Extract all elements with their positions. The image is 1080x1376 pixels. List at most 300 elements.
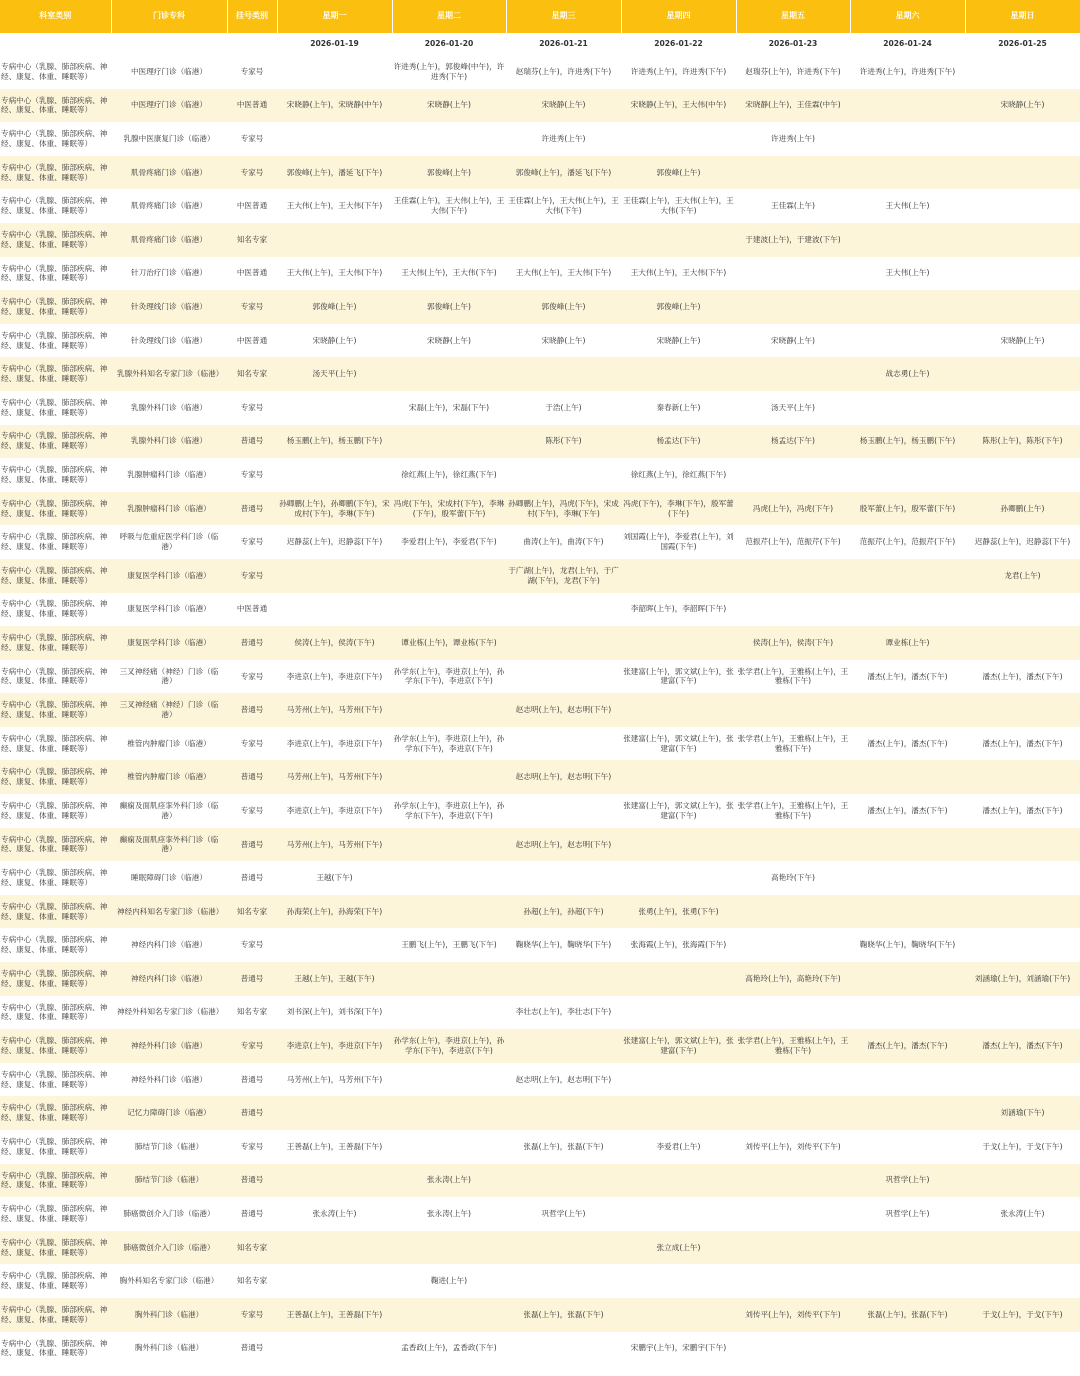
schedule-cell: 李进京(上午)，李进京(下午)	[277, 794, 392, 828]
schedule-cell: 徐红燕(上午)，徐红燕(下午)	[621, 458, 736, 492]
reg-type-cell: 专家号	[227, 794, 277, 828]
clinic-cell: 神经内科门诊（临港）	[111, 928, 227, 962]
clinic-cell: 神经外科知名专家门诊（临港）	[111, 996, 227, 1030]
schedule-cell: 李进京(上午)，李进京(下午)	[277, 727, 392, 761]
schedule-cell: 刘书深(上午)，刘书深(下午)	[277, 996, 392, 1030]
table-row	[0, 492, 1080, 526]
date-saturday: 2026-01-24	[850, 33, 965, 55]
schedule-cell	[621, 223, 736, 257]
schedule-cell: 战志勇(上午)	[850, 357, 965, 391]
table-row	[0, 1164, 1080, 1198]
clinic-cell: 记忆力障碍门诊（临港）	[111, 1096, 227, 1130]
schedule-cell: 马芳州(上午)，马芳州(下午)	[277, 828, 392, 862]
reg-type-cell: 专家号	[227, 1298, 277, 1332]
reg-type-cell: 中医普通	[227, 324, 277, 358]
table-row	[0, 828, 1080, 862]
reg-type-cell: 普通号	[227, 492, 277, 526]
schedule-cell	[850, 895, 965, 929]
table-row	[0, 156, 1080, 190]
schedule-cell	[965, 760, 1080, 794]
schedule-cell	[736, 156, 850, 190]
schedule-cell: 李爱君(上午)	[621, 1130, 736, 1164]
table-row	[0, 660, 1080, 694]
clinic-cell: 肺结节门诊（临港）	[111, 1164, 227, 1198]
schedule-cell	[736, 1164, 850, 1198]
schedule-cell	[621, 626, 736, 660]
schedule-cell: 刘涵瑜(下午)	[965, 1096, 1080, 1130]
schedule-cell: 潘杰(上午)，潘杰(下午)	[965, 660, 1080, 694]
schedule-cell	[850, 89, 965, 123]
schedule-cell: 冯虎(上午)，冯虎(下午)	[736, 492, 850, 526]
dept-cell: 专病中心（乳腺、肺部疾病、神经、康复、体重、睡眠等）	[0, 760, 111, 794]
schedule-cell: 王善磊(上午)，王善磊(下午)	[277, 1298, 392, 1332]
dept-cell: 专病中心（乳腺、肺部疾病、神经、康复、体重、睡眠等）	[0, 861, 111, 895]
schedule-cell: 李进京(上午)，李进京(下午)	[277, 660, 392, 694]
table-row	[0, 189, 1080, 223]
col-header-sunday: 星期日	[965, 0, 1080, 33]
schedule-cell: 宋晓静(上午)	[277, 324, 392, 358]
schedule-cell	[506, 727, 621, 761]
dept-cell: 专病中心（乳腺、肺部疾病、神经、康复、体重、睡眠等）	[0, 1164, 111, 1198]
clinic-cell: 康复医学科门诊（临港）	[111, 593, 227, 627]
schedule-cell: 潘杰(上午)，潘杰(下午)	[965, 1029, 1080, 1063]
table-row	[0, 1298, 1080, 1332]
col-header-type: 挂号类别	[227, 0, 277, 33]
schedule-cell	[392, 425, 506, 459]
schedule-cell: 王大伟(上午)，王大伟(下午)	[621, 257, 736, 291]
schedule-cell	[621, 962, 736, 996]
schedule-cell: 郭俊峰(上午)，潘延飞(下午)	[506, 156, 621, 190]
table-row	[0, 626, 1080, 660]
reg-type-cell: 普通号	[227, 962, 277, 996]
schedule-cell: 赵志明(上午)，赵志明(下午)	[506, 693, 621, 727]
schedule-cell: 曲涛(上午)，曲涛(下午)	[506, 525, 621, 559]
clinic-cell: 呼吸与危重症医学科门诊（临港）	[111, 525, 227, 559]
schedule-cell	[506, 1264, 621, 1298]
schedule-cell	[736, 458, 850, 492]
dept-cell: 专病中心（乳腺、肺部疾病、神经、康复、体重、睡眠等）	[0, 391, 111, 425]
dept-cell: 专病中心（乳腺、肺部疾病、神经、康复、体重、睡眠等）	[0, 928, 111, 962]
schedule-cell	[506, 962, 621, 996]
schedule-cell	[392, 962, 506, 996]
schedule-cell: 秦春新(上午)	[621, 391, 736, 425]
schedule-cell	[850, 156, 965, 190]
dept-cell: 专病中心（乳腺、肺部疾病、神经、康复、体重、睡眠等）	[0, 828, 111, 862]
schedule-cell: 谭业栋(上午)	[850, 626, 965, 660]
schedule-cell	[506, 458, 621, 492]
schedule-cell	[621, 122, 736, 156]
schedule-cell: 刘传平(上午)，刘传平(下午)	[736, 1130, 850, 1164]
schedule-cell: 潘杰(上午)，潘杰(下午)	[965, 727, 1080, 761]
reg-type-cell: 专家号	[227, 559, 277, 593]
table-row	[0, 895, 1080, 929]
col-header-friday: 星期五	[736, 0, 850, 33]
clinic-cell: 乳腺肿瘤科门诊（临港）	[111, 492, 227, 526]
schedule-cell: 马芳州(上午)，马芳州(下午)	[277, 1063, 392, 1097]
schedule-cell: 李壮志(上午)，李壮志(下午)	[506, 996, 621, 1030]
table-row	[0, 1063, 1080, 1097]
schedule-cell	[621, 760, 736, 794]
schedule-cell: 宋晓静(上午)，王大伟(中午)	[621, 89, 736, 123]
schedule-cell	[850, 962, 965, 996]
schedule-cell: 张永涛(上午)	[965, 1197, 1080, 1231]
schedule-cell	[621, 828, 736, 862]
schedule-cell: 侯涛(上午)，侯涛(下午)	[736, 626, 850, 660]
dept-cell: 专病中心（乳腺、肺部疾病、神经、康复、体重、睡眠等）	[0, 357, 111, 391]
schedule-cell: 王越(下午)	[277, 861, 392, 895]
clinic-cell: 神经内科知名专家门诊（临港）	[111, 895, 227, 929]
schedule-cell: 范振芹(上午)，范振芹(下午)	[850, 525, 965, 559]
clinic-cell: 针灸理线门诊（临港）	[111, 290, 227, 324]
table-row	[0, 1332, 1080, 1366]
schedule-cell	[392, 1231, 506, 1265]
date-blank	[227, 33, 277, 55]
schedule-cell: 郭俊峰(上午)	[621, 290, 736, 324]
schedule-cell: 许进秀(上午)，许进秀(下午)	[621, 55, 736, 89]
dept-cell: 专病中心（乳腺、肺部疾病、神经、康复、体重、睡眠等）	[0, 693, 111, 727]
schedule-cell: 高艳玲(上午)，高艳玲(下午)	[736, 962, 850, 996]
schedule-cell: 赵志明(上午)，赵志明(下午)	[506, 760, 621, 794]
schedule-cell	[965, 189, 1080, 223]
date-blank	[111, 33, 227, 55]
schedule-cell	[621, 1096, 736, 1130]
schedule-cell: 鞠晓华(上午)，鞠晓华(下午)	[850, 928, 965, 962]
schedule-cell: 冯虎(下午)，李琳(下午)，殷军蕾(下午)	[621, 492, 736, 526]
schedule-cell: 徐红燕(上午)，徐红燕(下午)	[392, 458, 506, 492]
schedule-cell	[277, 593, 392, 627]
dept-cell: 专病中心（乳腺、肺部疾病、神经、康复、体重、睡眠等）	[0, 1063, 111, 1097]
reg-type-cell: 普通号	[227, 626, 277, 660]
schedule-cell: 孙卿鹏(上午)，冯虎(下午)，宋成村(下午)，李琳(下午)	[506, 492, 621, 526]
clinic-cell: 神经外科门诊（临港）	[111, 1029, 227, 1063]
schedule-cell	[277, 391, 392, 425]
schedule-cell: 许进秀(上午)	[506, 122, 621, 156]
schedule-cell	[277, 223, 392, 257]
clinic-cell: 癫痫及面肌痉挛外科门诊（临港）	[111, 794, 227, 828]
schedule-cell	[277, 1164, 392, 1198]
schedule-cell: 冯虎(下午)，宋成村(下午)，李琳(下午)，殷军蕾(下午)	[392, 492, 506, 526]
schedule-cell	[850, 1332, 965, 1366]
schedule-cell	[506, 626, 621, 660]
schedule-cell: 宋晓静(上午)	[392, 89, 506, 123]
schedule-cell: 宋晓静(上午)	[965, 89, 1080, 123]
schedule-cell: 张学君(上午)，王雅栋(上午)，王雅栋(下午)	[736, 727, 850, 761]
schedule-cell	[506, 1029, 621, 1063]
schedule-cell	[965, 1231, 1080, 1265]
reg-type-cell: 普通号	[227, 828, 277, 862]
schedule-cell	[277, 458, 392, 492]
schedule-cell: 宋晓静(上午)	[506, 89, 621, 123]
schedule-cell: 赵瑞芬(上午)，许进秀(下午)	[506, 55, 621, 89]
table-row	[0, 257, 1080, 291]
schedule-cell: 孙学东(上午)，李进京(上午)，孙学东(下午)，李进京(下午)	[392, 660, 506, 694]
schedule-cell	[850, 760, 965, 794]
dept-cell: 专病中心（乳腺、肺部疾病、神经、康复、体重、睡眠等）	[0, 525, 111, 559]
schedule-cell: 龙君(上午)	[965, 559, 1080, 593]
table-row	[0, 525, 1080, 559]
schedule-cell	[850, 996, 965, 1030]
dept-cell: 专病中心（乳腺、肺部疾病、神经、康复、体重、睡眠等）	[0, 55, 111, 89]
schedule-cell	[850, 458, 965, 492]
col-header-thursday: 星期四	[621, 0, 736, 33]
schedule-cell: 汤天平(上午)	[277, 357, 392, 391]
schedule-cell	[965, 996, 1080, 1030]
schedule-cell	[736, 828, 850, 862]
schedule-cell	[392, 861, 506, 895]
dept-cell: 专病中心（乳腺、肺部疾病、神经、康复、体重、睡眠等）	[0, 257, 111, 291]
schedule-cell	[621, 357, 736, 391]
schedule-cell	[621, 559, 736, 593]
schedule-cell: 王大伟(上午)，王大伟(下午)	[277, 257, 392, 291]
schedule-cell: 王大伟(上午)	[850, 257, 965, 291]
schedule-cell: 李韶晖(上午)，李韶晖(下午)	[621, 593, 736, 627]
clinic-cell: 乳腺外科门诊（临港）	[111, 391, 227, 425]
schedule-cell: 王佳霖(上午)	[736, 189, 850, 223]
dept-cell: 专病中心（乳腺、肺部疾病、神经、康复、体重、睡眠等）	[0, 660, 111, 694]
date-row	[0, 33, 1080, 55]
schedule-cell: 于建波(上午)，于建波(下午)	[736, 223, 850, 257]
dept-cell: 专病中心（乳腺、肺部疾病、神经、康复、体重、睡眠等）	[0, 1264, 111, 1298]
reg-type-cell: 专家号	[227, 1130, 277, 1164]
schedule-cell: 杨玉鹏(上午)，杨玉鹏(下午)	[277, 425, 392, 459]
schedule-cell	[736, 1063, 850, 1097]
table-row	[0, 593, 1080, 627]
schedule-cell	[965, 1063, 1080, 1097]
schedule-cell	[506, 794, 621, 828]
schedule-cell	[736, 1197, 850, 1231]
table-row	[0, 693, 1080, 727]
clinic-cell: 乳腺外科知名专家门诊（临港）	[111, 357, 227, 391]
clinic-cell: 肺结节门诊（临港）	[111, 1130, 227, 1164]
schedule-cell	[506, 861, 621, 895]
table-row	[0, 89, 1080, 123]
schedule-cell: 张勇(上午)，张勇(下午)	[621, 895, 736, 929]
reg-type-cell: 知名专家	[227, 1231, 277, 1265]
schedule-cell: 宋晓静(上午)	[736, 324, 850, 358]
schedule-cell	[277, 1096, 392, 1130]
reg-type-cell: 知名专家	[227, 1264, 277, 1298]
table-row	[0, 1264, 1080, 1298]
date-monday: 2026-01-19	[277, 33, 392, 55]
reg-type-cell: 中医普通	[227, 257, 277, 291]
schedule-cell	[621, 1164, 736, 1198]
schedule-cell	[736, 1231, 850, 1265]
schedule-cell	[850, 290, 965, 324]
clinic-cell: 乳腺中医康复门诊（临港）	[111, 122, 227, 156]
date-tuesday: 2026-01-20	[392, 33, 506, 55]
table-row	[0, 55, 1080, 89]
schedule-cell: 刘涵瑜(上午)，刘涵瑜(下午)	[965, 962, 1080, 996]
schedule-cell	[621, 996, 736, 1030]
schedule-cell: 张建富(上午)，郭文斌(上午)，张建富(下午)	[621, 794, 736, 828]
dept-cell: 专病中心（乳腺、肺部疾病、神经、康复、体重、睡眠等）	[0, 559, 111, 593]
schedule-cell	[392, 223, 506, 257]
table-row	[0, 223, 1080, 257]
schedule-cell	[392, 1298, 506, 1332]
reg-type-cell: 专家号	[227, 290, 277, 324]
schedule-cell	[850, 1264, 965, 1298]
schedule-cell: 王大伟(上午)，王大伟(下午)	[392, 257, 506, 291]
clinic-cell: 椎管内肿瘤门诊（临港）	[111, 727, 227, 761]
clinic-cell: 中医理疗门诊（临港）	[111, 89, 227, 123]
schedule-cell: 马芳州(上午)，马芳州(下午)	[277, 760, 392, 794]
schedule-cell: 张建富(上午)，郭文斌(上午)，张建富(下午)	[621, 1029, 736, 1063]
schedule-cell	[621, 1264, 736, 1298]
schedule-cell	[850, 1096, 965, 1130]
schedule-body	[0, 55, 1080, 1365]
date-sunday: 2026-01-25	[965, 33, 1080, 55]
schedule-cell: 孙学东(上午)，李进京(上午)，孙学东(下午)，李进京(下午)	[392, 794, 506, 828]
schedule-cell: 于浩(上午)	[506, 391, 621, 425]
schedule-cell	[736, 928, 850, 962]
schedule-cell: 许进秀(上午)，郭俊峰(中午)，许进秀(下午)	[392, 55, 506, 89]
schedule-cell	[736, 593, 850, 627]
col-header-monday: 星期一	[277, 0, 392, 33]
col-header-clinic: 门诊专科	[111, 0, 227, 33]
schedule-cell	[850, 223, 965, 257]
reg-type-cell: 专家号	[227, 660, 277, 694]
date-wednesday: 2026-01-21	[506, 33, 621, 55]
schedule-cell	[621, 693, 736, 727]
clinic-cell: 肌骨疼痛门诊（临港）	[111, 223, 227, 257]
schedule-cell	[277, 1231, 392, 1265]
schedule-cell: 王善磊(上午)，王善磊(下午)	[277, 1130, 392, 1164]
schedule-cell	[965, 458, 1080, 492]
table-row	[0, 357, 1080, 391]
reg-type-cell: 专家号	[227, 1029, 277, 1063]
clinic-cell: 肌骨疼痛门诊（临港）	[111, 189, 227, 223]
reg-type-cell: 普通号	[227, 1332, 277, 1366]
schedule-cell: 宋鹏宇(上午)，宋鹏宇(下午)	[621, 1332, 736, 1366]
schedule-cell	[506, 223, 621, 257]
schedule-cell: 张学君(上午)，王雅栋(上午)，王雅栋(下午)	[736, 794, 850, 828]
reg-type-cell: 知名专家	[227, 895, 277, 929]
schedule-cell	[965, 593, 1080, 627]
schedule-cell	[736, 996, 850, 1030]
schedule-cell: 谭业栋(上午)，谭业栋(下午)	[392, 626, 506, 660]
schedule-cell	[736, 693, 850, 727]
schedule-cell	[965, 928, 1080, 962]
schedule-cell: 鞠进(上午)	[392, 1264, 506, 1298]
table-row	[0, 760, 1080, 794]
schedule-cell	[621, 861, 736, 895]
schedule-cell: 侯涛(上午)，侯涛(下午)	[277, 626, 392, 660]
schedule-cell	[736, 1096, 850, 1130]
schedule-cell: 赵瑞芬(上午)，许进秀(下午)	[736, 55, 850, 89]
reg-type-cell: 专家号	[227, 525, 277, 559]
schedule-cell: 马芳州(上午)，马芳州(下午)	[277, 693, 392, 727]
table-row	[0, 1130, 1080, 1164]
schedule-cell: 王越(上午)，王越(下午)	[277, 962, 392, 996]
schedule-cell	[965, 861, 1080, 895]
schedule-cell: 郭俊峰(上午)	[277, 290, 392, 324]
schedule-cell	[392, 1096, 506, 1130]
dept-cell: 专病中心（乳腺、肺部疾病、神经、康复、体重、睡眠等）	[0, 1197, 111, 1231]
table-row	[0, 1197, 1080, 1231]
schedule-cell: 张建富(上午)，郭文斌(上午)，张建富(下午)	[621, 660, 736, 694]
reg-type-cell: 普通号	[227, 425, 277, 459]
schedule-cell: 巩哲学(上午)	[850, 1197, 965, 1231]
reg-type-cell: 普通号	[227, 1164, 277, 1198]
schedule-cell: 迟静蕊(上午)，迟静蕊(下午)	[965, 525, 1080, 559]
schedule-cell: 许进秀(上午)，许进秀(下午)	[850, 55, 965, 89]
schedule-cell	[392, 760, 506, 794]
schedule-cell: 杨孟达(下午)	[621, 425, 736, 459]
schedule-cell: 郭俊峰(上午)	[506, 290, 621, 324]
schedule-cell	[965, 156, 1080, 190]
schedule-cell	[506, 1164, 621, 1198]
dept-cell: 专病中心（乳腺、肺部疾病、神经、康复、体重、睡眠等）	[0, 425, 111, 459]
reg-type-cell: 普通号	[227, 861, 277, 895]
schedule-cell: 张海霞(上午)，张海霞(下午)	[621, 928, 736, 962]
schedule-cell	[621, 1063, 736, 1097]
clinic-cell: 癫痫及面肌痉挛外科门诊（临港）	[111, 828, 227, 862]
schedule-cell: 潘杰(上午)，潘杰(下午)	[850, 794, 965, 828]
schedule-cell	[392, 693, 506, 727]
schedule-cell: 于戈(上午)，于戈(下午)	[965, 1130, 1080, 1164]
reg-type-cell: 中医普通	[227, 189, 277, 223]
date-blank	[0, 33, 111, 55]
schedule-cell	[736, 290, 850, 324]
schedule-cell	[850, 693, 965, 727]
clinic-cell: 乳腺肿瘤科门诊（临港）	[111, 458, 227, 492]
dept-cell: 专病中心（乳腺、肺部疾病、神经、康复、体重、睡眠等）	[0, 122, 111, 156]
dept-cell: 专病中心（乳腺、肺部疾病、神经、康复、体重、睡眠等）	[0, 324, 111, 358]
clinic-cell: 康复医学科门诊（临港）	[111, 559, 227, 593]
reg-type-cell: 专家号	[227, 391, 277, 425]
schedule-cell: 王佳霖(上午)，王大伟(上午)，王大伟(下午)	[621, 189, 736, 223]
table-row	[0, 425, 1080, 459]
dept-cell: 专病中心（乳腺、肺部疾病、神经、康复、体重、睡眠等）	[0, 189, 111, 223]
schedule-cell: 李进京(上午)，李进京(下午)	[277, 1029, 392, 1063]
clinic-cell: 三叉神经痛（神经）门诊（临港）	[111, 693, 227, 727]
schedule-cell: 孙超(上午)，孙超(下午)	[506, 895, 621, 929]
schedule-cell: 张学君(上午)，王雅栋(上午)，王雅栋(下午)	[736, 660, 850, 694]
reg-type-cell: 专家号	[227, 55, 277, 89]
schedule-cell: 王大伟(上午)	[850, 189, 965, 223]
dept-cell: 专病中心（乳腺、肺部疾病、神经、康复、体重、睡眠等）	[0, 1096, 111, 1130]
reg-type-cell: 专家号	[227, 122, 277, 156]
schedule-cell	[965, 626, 1080, 660]
schedule-cell: 范振芹(上午)，范振芹(下午)	[736, 525, 850, 559]
schedule-cell	[506, 593, 621, 627]
schedule-cell	[965, 1164, 1080, 1198]
dept-cell: 专病中心（乳腺、肺部疾病、神经、康复、体重、睡眠等）	[0, 290, 111, 324]
schedule-cell	[736, 760, 850, 794]
schedule-cell	[392, 828, 506, 862]
col-header-tuesday: 星期二	[392, 0, 506, 33]
schedule-cell	[621, 1197, 736, 1231]
schedule-cell: 郭俊峰(上午)	[392, 290, 506, 324]
dept-cell: 专病中心（乳腺、肺部疾病、神经、康复、体重、睡眠等）	[0, 794, 111, 828]
schedule-cell: 张磊(上午)，张磊(下午)	[850, 1298, 965, 1332]
schedule-cell	[736, 895, 850, 929]
clinic-cell: 胸外科门诊（临港）	[111, 1298, 227, 1332]
schedule-cell: 杨孟达(下午)	[736, 425, 850, 459]
schedule-cell: 殷军蕾(上午)，殷军蕾(下午)	[850, 492, 965, 526]
schedule-cell	[965, 257, 1080, 291]
dept-cell: 专病中心（乳腺、肺部疾病、神经、康复、体重、睡眠等）	[0, 1332, 111, 1366]
schedule-cell: 孟香政(上午)，孟香政(下午)	[392, 1332, 506, 1366]
schedule-cell: 张永涛(上午)	[277, 1197, 392, 1231]
reg-type-cell: 中医普通	[227, 89, 277, 123]
table-row	[0, 290, 1080, 324]
schedule-cell	[965, 122, 1080, 156]
schedule-cell	[392, 996, 506, 1030]
schedule-cell	[392, 895, 506, 929]
schedule-cell	[506, 1096, 621, 1130]
dept-cell: 专病中心（乳腺、肺部疾病、神经、康复、体重、睡眠等）	[0, 962, 111, 996]
